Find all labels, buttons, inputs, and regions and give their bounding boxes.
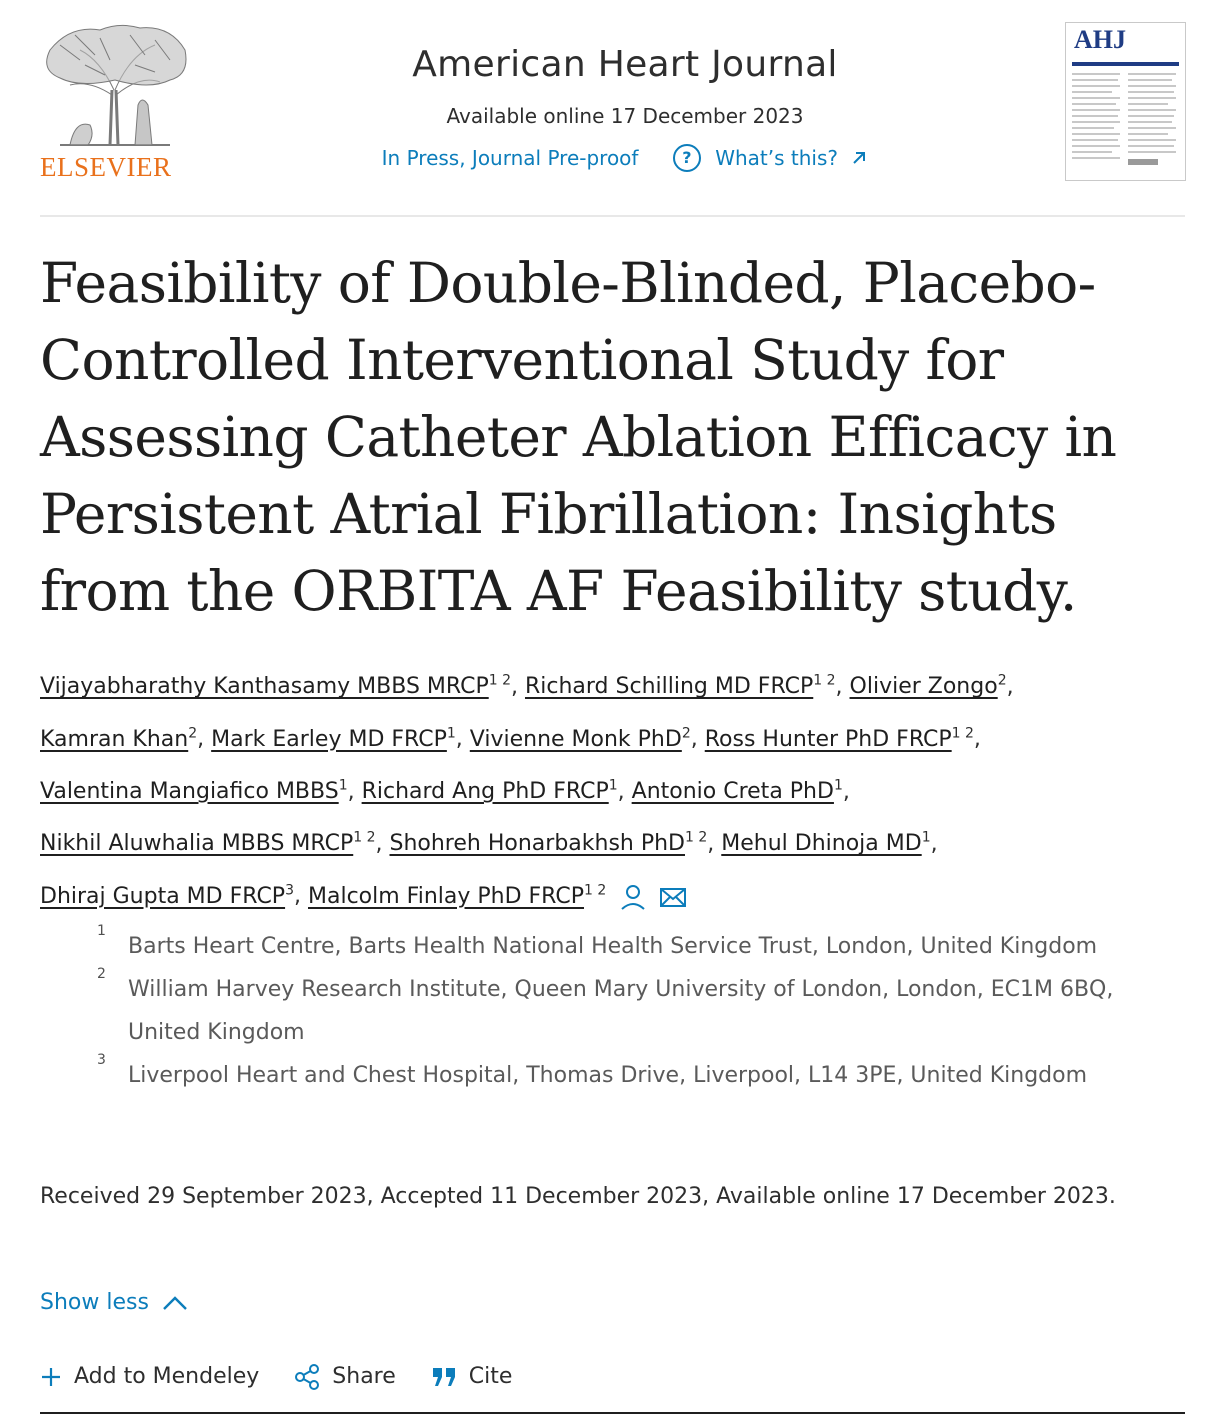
show-less-label: Show less [40,1290,149,1315]
author-link[interactable]: Olivier Zongo$^2$ [849,673,1007,700]
available-online-date: Available online 17 December 2023 [446,104,804,128]
cover-text-lines [1072,71,1178,173]
journal-name[interactable]: American Heart Journal [412,44,838,85]
affiliation-number: 3 [97,1052,106,1068]
show-less-toggle[interactable] [40,1290,189,1315]
author-link[interactable]: Mehul Dhinoja $MD^1$ [721,829,931,857]
affiliation-text: Barts Heart Centre, Barts Health National Health Service Trust, London, United Kingdom [128,934,1098,959]
affiliation-list [40,925,1190,1097]
author-link[interactable]: Vivienne Monk PhD$^2$ [469,725,691,752]
author-link[interactable]: Ross Hunter PhD $FRCP^{1 2}$ [704,725,974,752]
elsevier-logo[interactable] [40,20,190,185]
cite-label: Cite [468,1364,513,1389]
cite-button[interactable] [431,1364,513,1389]
elsevier-wordmark: ELSEVIER [40,152,172,182]
affiliation-text: William Harvey Research Institute, Queen Mary University of London, London, EC1M 6BQ, United Kingdom [128,977,1114,1045]
article-dates: Received 29 September 2023, Accepted 11 December 2023, Available online 17 December 2023. [40,1184,1116,1209]
affiliation-text: Liverpool Heart and Chest Hospital, Thomas Drive, Liverpool, L14 3PE, United Kingdom [128,1063,1088,1088]
press-status-row [240,144,1010,172]
external-link-icon [850,149,868,167]
author-link[interactable]: Shohreh Honarbakhsh PhD$^{1 2}$ [389,829,708,857]
cover-bar [1072,62,1179,66]
affiliation-item [40,1054,1190,1097]
mendeley-label: Add to Mendeley [74,1364,260,1389]
affiliation-item [40,968,1190,1054]
article-title: Feasibility of Double-Blinded, Placebo-Controlled Interventional Study for Assessing Catheter Ablation Efficacy in Persistent Atrial Fibrillation: Insights from the ORBITA AF Feasibility study. [40,251,1117,623]
affiliation-number: 2 [97,966,106,982]
author-link[interactable]: Vijayabharathy Kanthasamy MBBS $MRCP^{1 2}$ [40,673,511,700]
author-link[interactable]: Mark Earley MD FRCP$^1$ [211,725,456,752]
author-link[interactable]: Antonio Creta PhD$^1$ [631,777,843,804]
elsevier-tree-icon [40,20,190,150]
whats-this-link[interactable]: What’s this? [715,146,838,170]
author-link[interactable]: Richard Schilling MD $FRCP^{1 2}$ [524,673,836,700]
share-label: Share [332,1364,396,1389]
in-press-link[interactable]: In Press, Journal Pre-proof [381,146,639,170]
author-link[interactable]: Richard Ang PhD FRCP$^1$ [361,777,618,804]
question-icon[interactable]: ? [673,144,701,172]
affiliation-number: 1 [97,923,106,939]
share-button[interactable] [294,1364,396,1390]
affiliation-item [40,925,1190,968]
author-link[interactable]: Valentina Mangiafico MBBS$^1$ [40,777,348,804]
plus-icon [40,1366,62,1388]
person-icon[interactable] [620,883,646,911]
cover-title: AHJ [1074,25,1126,54]
author-list: Vijayabharathy Kanthasamy MBBS $MRCP^{1 2}$, Richard Schilling MD $FRCP^{1 2}$, Olivier Zongo$^2$, Kamran Khan$^2$, Mark Earley MD FRCP$^1$, Vivienne Monk PhD$^2$, Ross Hunter PhD $FRCP^{1 2}$, Valentina Mangiafico MBBS$^1$, Richard Ang PhD FRCP$^1$, Antonio Creta PhD$^1$, Nikhil Aluwhalia MBBS $MRCP^{1 2}$, Shohreh Honarbakhsh PhD$^{1 2}$, Mehul Dhinoja $MD^1$, Dhiraj Gupta MD FRCP$^3$, Malcolm Finlay PhD $FRCP^{1 2}$ [40,673,1014,909]
author-link[interactable]: Nikhil Aluwhalia MBBS $MRCP^{1 2}$ [40,829,376,857]
quote-icon [431,1366,457,1388]
article-actions [40,1364,540,1390]
author-link[interactable]: Dhiraj Gupta MD FRCP$^3$ [40,882,294,909]
journal-cover-thumbnail[interactable] [1065,22,1186,181]
chevron-up-icon [161,1294,189,1312]
email-icon[interactable] [660,886,686,908]
author-link[interactable]: Malcolm Finlay PhD $FRCP^{1 2}$ [308,882,607,909]
author-link[interactable]: Kamran Khan$^2$ [40,725,198,752]
actions-divider [40,1412,1185,1414]
share-icon [294,1364,320,1390]
header-divider [40,215,1185,217]
add-to-mendeley-button[interactable] [40,1364,259,1389]
